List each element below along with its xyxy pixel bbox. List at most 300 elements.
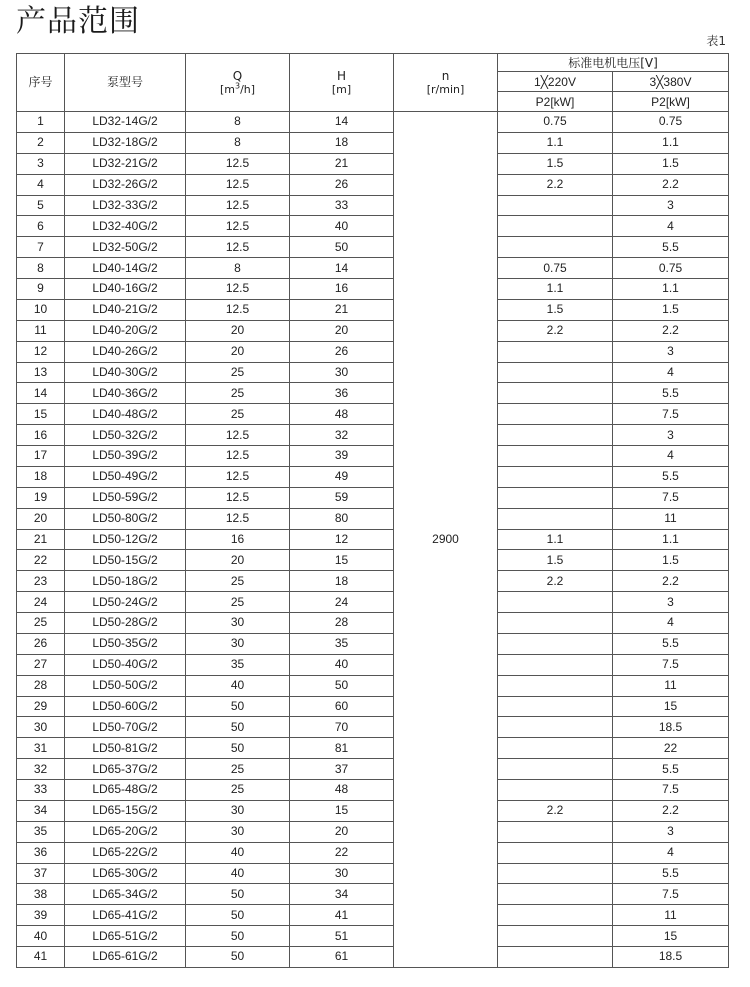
cell-q: 50 [186,717,290,738]
cell-no: 30 [17,717,65,738]
page-title: 产品范围 [16,4,140,39]
cell-q: 35 [186,654,290,675]
cell-no: 23 [17,571,65,592]
cell-q: 50 [186,696,290,717]
cell-no: 35 [17,821,65,842]
cell-p2-3ph: 3 [613,341,729,362]
cell-model: LD50-81G/2 [65,738,186,759]
cell-p2-3ph: 3 [613,195,729,216]
header-q-symbol: Q [232,68,243,83]
cell-q: 25 [186,780,290,801]
cell-p2-3ph: 18.5 [613,717,729,738]
cell-q: 12.5 [186,195,290,216]
cell-no: 21 [17,529,65,550]
cell-q: 50 [186,905,290,926]
table-row [17,717,729,738]
cell-h: 40 [290,654,394,675]
cell-no: 34 [17,800,65,821]
cell-model: LD50-80G/2 [65,508,186,529]
cell-model: LD65-51G/2 [65,926,186,947]
cell-q: 25 [186,383,290,404]
cell-h: 18 [290,132,394,153]
table-row [17,279,729,300]
cell-no: 39 [17,905,65,926]
header-h-symbol: H [336,68,347,83]
cell-p2-3ph: 5.5 [613,383,729,404]
cell-model: LD65-15G/2 [65,800,186,821]
table-row [17,947,729,968]
cell-q: 12.5 [186,446,290,467]
cell-model: LD65-41G/2 [65,905,186,926]
cell-no: 14 [17,383,65,404]
cell-h: 20 [290,821,394,842]
cell-no: 4 [17,174,65,195]
table-row [17,863,729,884]
cell-rpm: 2900 [394,112,498,968]
cell-q: 30 [186,633,290,654]
cell-q: 12.5 [186,487,290,508]
cell-p2-3ph: 4 [613,842,729,863]
cell-h: 16 [290,279,394,300]
table-row [17,884,729,905]
cell-q: 30 [186,800,290,821]
cell-p2-1ph [498,383,613,404]
cell-p2-3ph: 5.5 [613,633,729,654]
cell-h: 37 [290,759,394,780]
cell-h: 49 [290,466,394,487]
cell-p2-3ph: 0.75 [613,258,729,279]
cell-p2-1ph: 1.1 [498,132,613,153]
cell-model: LD40-48G/2 [65,404,186,425]
cell-q: 12.5 [186,216,290,237]
cell-p2-1ph: 2.2 [498,320,613,341]
cell-p2-3ph: 2.2 [613,800,729,821]
cell-model: LD50-15G/2 [65,550,186,571]
header-p2-3ph: P2[kW] [613,92,729,112]
table-row [17,487,729,508]
cell-no: 18 [17,466,65,487]
header-n-symbol: n [441,68,450,83]
cell-p2-3ph: 15 [613,696,729,717]
table-row [17,800,729,821]
cell-model: LD32-26G/2 [65,174,186,195]
cell-model: LD32-33G/2 [65,195,186,216]
table-row [17,550,729,571]
table-row [17,613,729,634]
cell-p2-3ph: 4 [613,446,729,467]
product-range-table [16,53,729,968]
cell-no: 36 [17,842,65,863]
cell-p2-3ph: 7.5 [613,404,729,425]
cell-p2-3ph: 11 [613,675,729,696]
cell-model: LD40-14G/2 [65,258,186,279]
cell-q: 12.5 [186,425,290,446]
cell-p2-1ph [498,717,613,738]
cell-p2-3ph: 4 [613,613,729,634]
cell-q: 25 [186,362,290,383]
cell-p2-1ph [498,780,613,801]
table-row [17,571,729,592]
cell-h: 40 [290,216,394,237]
cell-p2-1ph [498,947,613,968]
cell-p2-1ph [498,696,613,717]
cell-model: LD32-21G/2 [65,153,186,174]
cell-h: 60 [290,696,394,717]
cell-q: 20 [186,550,290,571]
cell-no: 31 [17,738,65,759]
cell-no: 8 [17,258,65,279]
cell-no: 37 [17,863,65,884]
cell-p2-3ph: 11 [613,905,729,926]
cell-p2-1ph: 1.5 [498,153,613,174]
cell-p2-1ph [498,362,613,383]
cell-q: 20 [186,341,290,362]
cell-p2-1ph [498,738,613,759]
table-row [17,696,729,717]
cell-no: 15 [17,404,65,425]
table-row [17,216,729,237]
cell-no: 20 [17,508,65,529]
cell-h: 26 [290,174,394,195]
header-q-unit-post: /h] [240,82,256,96]
cell-p2-3ph: 4 [613,216,729,237]
cell-no: 1 [17,112,65,133]
cell-q: 8 [186,112,290,133]
cell-h: 35 [290,633,394,654]
cell-q: 12.5 [186,237,290,258]
cell-h: 18 [290,571,394,592]
cell-p2-3ph: 2.2 [613,320,729,341]
cell-model: LD65-22G/2 [65,842,186,863]
cell-p2-1ph: 1.5 [498,299,613,320]
cell-p2-3ph: 7.5 [613,884,729,905]
cell-q: 25 [186,592,290,613]
cell-p2-1ph: 2.2 [498,174,613,195]
cell-p2-3ph: 11 [613,508,729,529]
header-n-unit: [r/min] [426,82,465,96]
cell-model: LD50-50G/2 [65,675,186,696]
cell-p2-1ph [498,905,613,926]
cell-p2-3ph: 3 [613,425,729,446]
cell-h: 22 [290,842,394,863]
cell-q: 30 [186,613,290,634]
cell-model: LD40-36G/2 [65,383,186,404]
cell-p2-1ph [498,237,613,258]
cell-p2-3ph: 3 [613,592,729,613]
cell-p2-1ph [498,425,613,446]
cell-model: LD65-20G/2 [65,821,186,842]
cell-p2-1ph [498,633,613,654]
cell-p2-3ph: 1.1 [613,132,729,153]
cell-q: 25 [186,404,290,425]
cell-q: 30 [186,821,290,842]
cell-h: 61 [290,947,394,968]
cell-no: 9 [17,279,65,300]
cell-p2-1ph [498,675,613,696]
cell-model: LD50-35G/2 [65,633,186,654]
header-q-unit-pre: [m [219,82,235,96]
cell-p2-1ph [498,592,613,613]
header-n [394,54,498,112]
cell-h: 30 [290,863,394,884]
cell-p2-3ph: 4 [613,362,729,383]
cell-p2-3ph: 5.5 [613,466,729,487]
cell-p2-1ph [498,508,613,529]
cell-h: 50 [290,237,394,258]
cell-h: 36 [290,383,394,404]
cell-q: 8 [186,132,290,153]
cell-no: 7 [17,237,65,258]
cell-h: 14 [290,258,394,279]
cell-no: 24 [17,592,65,613]
table-row [17,341,729,362]
cell-p2-3ph: 7.5 [613,487,729,508]
cell-no: 11 [17,320,65,341]
cell-p2-3ph: 7.5 [613,780,729,801]
cell-q: 50 [186,738,290,759]
table-row [17,654,729,675]
cell-p2-1ph [498,884,613,905]
cell-no: 25 [17,613,65,634]
cell-h: 12 [290,529,394,550]
cell-p2-1ph: 2.2 [498,571,613,592]
cell-p2-1ph [498,654,613,675]
table-row [17,842,729,863]
cell-q: 25 [186,571,290,592]
cell-p2-3ph: 1.1 [613,279,729,300]
table-row [17,195,729,216]
cell-no: 6 [17,216,65,237]
cell-model: LD40-21G/2 [65,299,186,320]
cell-q: 16 [186,529,290,550]
cell-model: LD50-24G/2 [65,592,186,613]
cell-q: 8 [186,258,290,279]
cell-model: LD65-48G/2 [65,780,186,801]
cell-p2-1ph: 1.1 [498,529,613,550]
cell-p2-1ph [498,341,613,362]
cell-p2-1ph [498,404,613,425]
header-q [186,54,290,112]
cell-p2-1ph [498,842,613,863]
cell-q: 40 [186,842,290,863]
table-row [17,425,729,446]
table-row [17,738,729,759]
cell-no: 26 [17,633,65,654]
cell-q: 50 [186,926,290,947]
table-row [17,821,729,842]
header-voltage-1ph: 1╳220V [498,72,613,92]
cell-model: LD32-50G/2 [65,237,186,258]
cell-q: 12.5 [186,279,290,300]
table-row [17,237,729,258]
cell-h: 41 [290,905,394,926]
header-q-unit-sup: 3 [234,80,241,90]
table-row [17,132,729,153]
cell-model: LD50-32G/2 [65,425,186,446]
header-q-unit [186,80,289,96]
cell-h: 30 [290,362,394,383]
cell-h: 28 [290,613,394,634]
header-p2-1ph: P2[kW] [498,92,613,112]
cell-h: 50 [290,675,394,696]
table-row [17,905,729,926]
cell-p2-3ph: 5.5 [613,863,729,884]
table-row [17,112,729,133]
cell-p2-3ph: 18.5 [613,947,729,968]
cell-h: 24 [290,592,394,613]
cell-p2-3ph: 15 [613,926,729,947]
cell-model: LD40-20G/2 [65,320,186,341]
cell-no: 32 [17,759,65,780]
cell-q: 12.5 [186,299,290,320]
cell-model: LD50-40G/2 [65,654,186,675]
cell-q: 12.5 [186,508,290,529]
cell-q: 40 [186,863,290,884]
cell-p2-1ph [498,613,613,634]
cell-no: 2 [17,132,65,153]
cell-no: 41 [17,947,65,968]
cell-h: 59 [290,487,394,508]
cell-h: 48 [290,780,394,801]
cell-h: 80 [290,508,394,529]
cell-model: LD50-59G/2 [65,487,186,508]
cell-p2-3ph: 1.5 [613,299,729,320]
table-row [17,780,729,801]
table-row [17,362,729,383]
cell-p2-1ph: 1.1 [498,279,613,300]
cell-h: 15 [290,800,394,821]
cell-q: 12.5 [186,153,290,174]
cell-no: 13 [17,362,65,383]
cell-h: 48 [290,404,394,425]
cell-p2-3ph: 2.2 [613,571,729,592]
table-body [17,112,729,968]
cell-p2-1ph [498,487,613,508]
header-h-unit: [m] [331,82,352,96]
cell-no: 22 [17,550,65,571]
cell-model: LD65-61G/2 [65,947,186,968]
table-row [17,592,729,613]
header-model: 泵型号 [65,54,186,112]
cell-no: 10 [17,299,65,320]
table-row [17,466,729,487]
table-row [17,258,729,279]
cell-h: 34 [290,884,394,905]
cell-p2-1ph: 0.75 [498,258,613,279]
table-row [17,320,729,341]
cell-p2-3ph: 5.5 [613,759,729,780]
cell-no: 5 [17,195,65,216]
cell-h: 20 [290,320,394,341]
cell-p2-3ph: 22 [613,738,729,759]
cell-no: 40 [17,926,65,947]
cell-p2-3ph: 7.5 [613,654,729,675]
cell-h: 21 [290,299,394,320]
cell-h: 32 [290,425,394,446]
cell-model: LD50-39G/2 [65,446,186,467]
cell-model: LD65-37G/2 [65,759,186,780]
header-no: 序号 [17,54,65,112]
cell-q: 40 [186,675,290,696]
cell-model: LD32-14G/2 [65,112,186,133]
table-row [17,299,729,320]
cell-h: 39 [290,446,394,467]
cell-h: 33 [290,195,394,216]
cell-model: LD40-26G/2 [65,341,186,362]
cell-model: LD50-28G/2 [65,613,186,634]
table-row [17,174,729,195]
cell-no: 17 [17,446,65,467]
cell-h: 15 [290,550,394,571]
cell-q: 20 [186,320,290,341]
cell-p2-1ph [498,466,613,487]
cell-p2-1ph [498,863,613,884]
header-h [290,54,394,112]
cell-no: 19 [17,487,65,508]
cell-no: 12 [17,341,65,362]
cell-model: LD50-18G/2 [65,571,186,592]
cell-p2-1ph [498,195,613,216]
cell-q: 12.5 [186,466,290,487]
cell-p2-3ph: 5.5 [613,237,729,258]
cell-p2-1ph: 2.2 [498,800,613,821]
cell-no: 16 [17,425,65,446]
cell-h: 70 [290,717,394,738]
table-row [17,675,729,696]
cell-p2-3ph: 1.5 [613,550,729,571]
cell-p2-3ph: 2.2 [613,174,729,195]
cell-model: LD50-70G/2 [65,717,186,738]
cell-model: LD65-34G/2 [65,884,186,905]
table-row [17,759,729,780]
cell-model: LD50-12G/2 [65,529,186,550]
cell-h: 51 [290,926,394,947]
table-label: 表1 [706,34,726,48]
cell-model: LD32-40G/2 [65,216,186,237]
cell-q: 12.5 [186,174,290,195]
cell-h: 21 [290,153,394,174]
cell-model: LD50-49G/2 [65,466,186,487]
cell-h: 81 [290,738,394,759]
cell-model: LD65-30G/2 [65,863,186,884]
cell-model: LD40-16G/2 [65,279,186,300]
cell-q: 50 [186,947,290,968]
cell-no: 3 [17,153,65,174]
cell-model: LD32-18G/2 [65,132,186,153]
table-row [17,446,729,467]
cell-h: 14 [290,112,394,133]
cell-p2-1ph [498,759,613,780]
cell-p2-3ph: 3 [613,821,729,842]
cell-q: 50 [186,884,290,905]
table-row [17,529,729,550]
table-row [17,633,729,654]
cell-p2-1ph: 1.5 [498,550,613,571]
cell-no: 33 [17,780,65,801]
cell-model: LD50-60G/2 [65,696,186,717]
cell-q: 25 [186,759,290,780]
cell-p2-1ph [498,926,613,947]
cell-p2-1ph [498,446,613,467]
header-voltage-3ph: 3╳380V [613,72,729,92]
header-voltage-group: 标准电机电压[V] [498,54,729,72]
cell-no: 29 [17,696,65,717]
cell-p2-1ph [498,216,613,237]
cell-p2-1ph [498,821,613,842]
table-row [17,404,729,425]
table-row [17,383,729,404]
cell-p2-3ph: 0.75 [613,112,729,133]
